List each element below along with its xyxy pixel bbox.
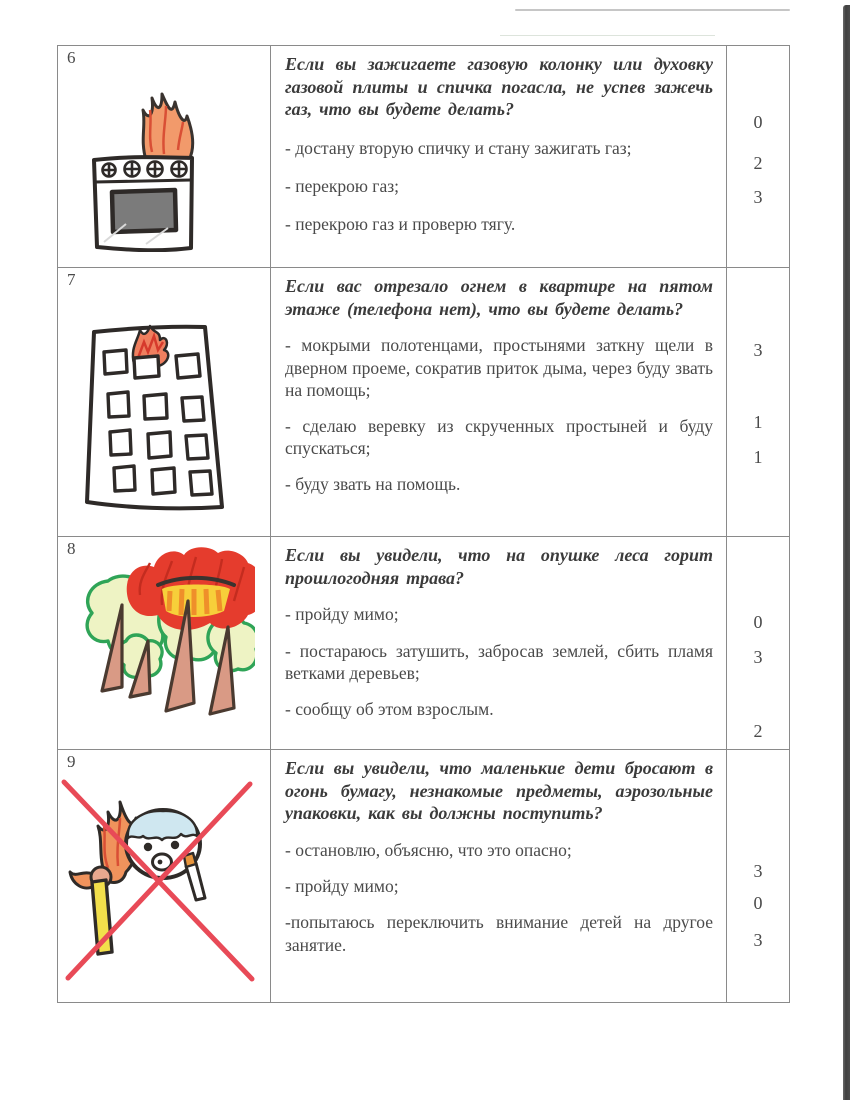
question-cell: [271, 750, 727, 1002]
quiz-table: [57, 45, 790, 1003]
option-text: - постараюсь затушить, забросав землей, сбить пламя ветками деревьев;: [285, 640, 713, 683]
option-text: - сделаю веревку из скрученных простыней и буду спускаться;: [285, 416, 713, 459]
table-row: [58, 268, 789, 537]
row-number: 6: [67, 48, 76, 67]
option-text: - перекрою газ и проверю тягу.: [285, 214, 516, 235]
question-text: Если вас отрезало огнем в квартире на пятом этаже (телефона нет), что вы будете делать?: [285, 276, 713, 319]
point-value: 3: [753, 861, 763, 881]
points-cell: [727, 46, 789, 267]
point-value: 2: [753, 153, 763, 173]
option-text: - остановлю, объясню, что это опасно;: [285, 840, 572, 861]
point-value: 3: [753, 647, 763, 667]
points-cell: [727, 268, 789, 536]
question-cell: [271, 46, 727, 267]
illustration-cell: [58, 268, 271, 536]
point-value: 3: [753, 187, 763, 207]
row-number: 8: [67, 539, 76, 558]
burning-gas-stove-illustration: [88, 92, 210, 252]
burning-building-illustration: [82, 322, 227, 512]
illustration-cell: [58, 537, 271, 749]
question-cell: [271, 268, 727, 536]
row-number: 9: [67, 752, 76, 771]
point-value: 2: [753, 721, 763, 741]
question-text: Если вы увидели, что маленькие дети бросают в огонь бумагу, незнакомые предметы, аэрозольные упаковки, как вы должны поступить?: [285, 758, 713, 824]
point-value: 3: [753, 340, 763, 360]
question-cell: [271, 537, 727, 749]
table-row: [58, 750, 789, 1002]
point-value: 3: [753, 930, 763, 950]
point-value: 0: [753, 893, 763, 913]
no-playing-with-matches-illustration: [60, 774, 258, 986]
point-value: 1: [753, 447, 763, 467]
illustration-cell: [58, 750, 271, 1002]
point-value: 0: [753, 612, 763, 632]
option-text: -попытаюсь переключить внимание детей на другое занятие.: [285, 912, 713, 955]
table-row: [58, 46, 789, 268]
burning-trees-illustration: [70, 545, 255, 717]
illustration-cell: [58, 46, 271, 267]
point-value: 1: [753, 412, 763, 432]
scan-artifact-top-line: [515, 9, 790, 11]
points-cell: [727, 750, 789, 1002]
points-cell: [727, 537, 789, 749]
option-text: - мокрыми полотенцами, простынями заткну щели в дверном проеме, сократив приток дыма, через буду звать на помощь;: [285, 335, 713, 400]
scan-artifact-faint-line: [500, 35, 715, 36]
option-text: - пройду мимо;: [285, 876, 399, 897]
scan-artifact-right-bar: [843, 5, 850, 1100]
table-row: [58, 537, 789, 750]
row-number: 7: [67, 270, 76, 289]
point-value: 0: [753, 112, 763, 132]
option-text: - буду звать на помощь.: [285, 474, 461, 495]
question-text: Если вы зажигаете газовую колонку или духовку газовой плиты и спичка погасла, не успев зажечь газ, что вы будете делать?: [285, 54, 713, 120]
option-text: - перекрою газ;: [285, 176, 400, 197]
question-text: Если вы увидели, что на опушке леса горит прошлогодняя трава?: [285, 545, 713, 588]
option-text: - сообщу об этом взрослым.: [285, 699, 494, 719]
option-text: - пройду мимо;: [285, 604, 399, 625]
option-text: - достану вторую спичку и стану зажигать газ;: [285, 138, 632, 159]
